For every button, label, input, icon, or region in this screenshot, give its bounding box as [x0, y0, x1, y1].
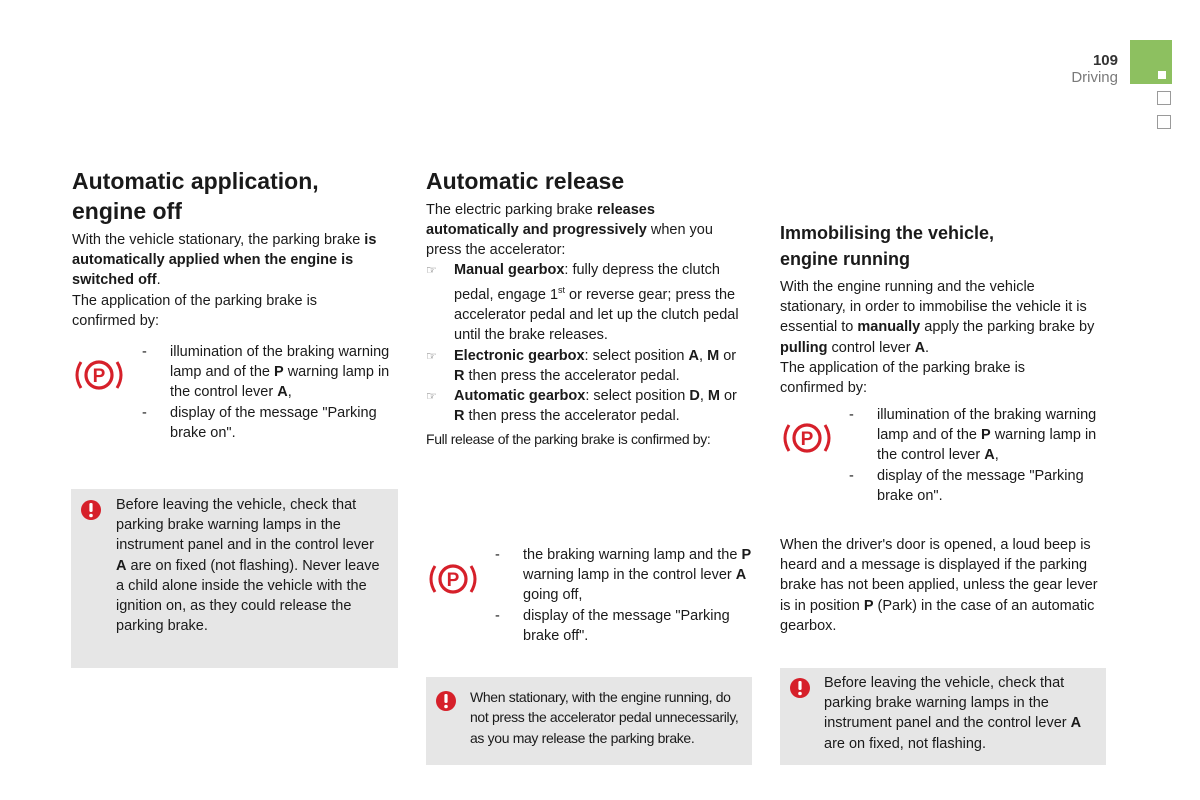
- gearbox-list: [426, 260, 746, 426]
- svg-text:P: P: [92, 366, 106, 387]
- list-item: - illumination of the braking warning lamp and of the P warning lamp in the control lever A,: [849, 407, 1097, 464]
- list-item: - display of the message "Parking brake on".: [142, 404, 377, 441]
- list-item: - display of the message "Parking brake on".: [849, 467, 1084, 504]
- exclamation-warning-icon: [435, 690, 457, 712]
- col2-release-confirm: Full release of the parking brake is confirmed by:: [426, 431, 711, 447]
- exclamation-warning-icon: [80, 499, 102, 521]
- col2-intro: The electric parking brake releases automatically and progressively when you press the accelerator:: [426, 202, 713, 259]
- warning-box: [71, 489, 398, 668]
- list-item: - the braking warning lamp and the P warning lamp in the control lever A going off,: [495, 547, 752, 604]
- col1-confirm-list: [140, 342, 398, 443]
- list-item: - illumination of the braking warning lamp and of the P warning lamp in the control lever A,: [142, 344, 390, 401]
- section-title: Driving: [1071, 69, 1118, 86]
- exclamation-warning-icon: [789, 677, 811, 699]
- list-item: ☞ Automatic gearbox: select position D, M or R then press the accelerator pedal.: [426, 388, 737, 425]
- door-open-note: When the driver's door is opened, a loud beep is heard and a message is displayed if the parking brake has not been applied, unless the gear lever is in position P (Park) in the case of an automatic gearbox.: [780, 537, 1098, 634]
- svg-text:P: P: [446, 570, 460, 591]
- svg-text:P: P: [800, 429, 814, 450]
- heading-automatic-release: Automatic release: [426, 168, 625, 194]
- list-item: - display of the message "Parking brake off".: [495, 607, 730, 644]
- tab-square-empty: [1157, 115, 1171, 129]
- heading-immobilising-vehicle: Immobilising the vehicle, engine running: [780, 223, 995, 269]
- col1-confirm: The application of the parking brake is confirmed by:: [72, 293, 318, 330]
- pointing-hand-icon: ☞: [426, 389, 437, 404]
- list-item: ☞ Manual gearbox: fully depress the clutch pedal, engage 1st or reverse gear; press the accelerator pedal and let up the clutch pedal until the brake releases.: [426, 262, 739, 344]
- parking-brake-p-icon: [781, 416, 833, 460]
- col3-intro: With the engine running and the vehicle stationary, in order to immobilise the vehicle it is essential to manually apply the parking brake by pulling control lever A.: [780, 279, 1095, 356]
- warning-box: [426, 677, 752, 765]
- col3-confirm-list: [847, 405, 1109, 506]
- col2-release-list: [493, 545, 753, 646]
- heading-automatic-application: Automatic application, engine off: [72, 168, 319, 224]
- tab-square-empty: [1157, 91, 1171, 105]
- col1-intro: With the vehicle stationary, the parking brake is automatically applied when the engine is switched off.: [72, 232, 377, 289]
- parking-brake-p-icon: [73, 353, 125, 397]
- pointing-hand-icon: ☞: [426, 263, 437, 277]
- pointing-hand-icon: ☞: [426, 348, 437, 363]
- warning-text: Before leaving the vehicle, check that parking brake warning lamps in the instrument panel and in the control lever A are on fixed (not flashing). Never leave a child alone inside the vehicle with the ignition on, as they could release the parking brake.: [116, 497, 380, 635]
- warning-text: When stationary, with the engine running, do not press the accelerator pedal unnecessarily, as you may release the parking brake.: [470, 689, 739, 746]
- chapter-tab: [1130, 40, 1172, 84]
- tab-marker: [1158, 71, 1166, 79]
- col3-confirm: The application of the parking brake is confirmed by:: [780, 360, 1026, 397]
- warning-text: Before leaving the vehicle, check that parking brake warning lamps in the instrument panel and the control lever A are on fixed, not flashing.: [824, 675, 1082, 752]
- page-number: 109: [1092, 52, 1118, 69]
- parking-brake-p-icon: [427, 557, 479, 601]
- list-item: ☞ Electronic gearbox: select position A, M or R then press the accelerator pedal.: [426, 347, 737, 384]
- warning-box: [780, 668, 1106, 765]
